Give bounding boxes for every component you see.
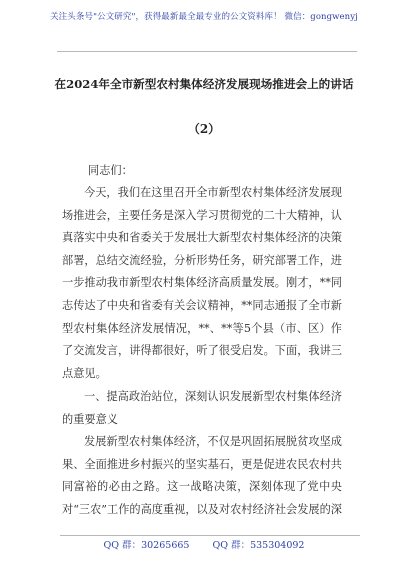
greeting: 同志们： <box>88 164 133 177</box>
document-title: 在2024年全市新型农村集体经济发展现场推进会上的讲话 <box>54 77 354 91</box>
header-banner: 关注头条号"公文研究"，获得最新最全最专业的公文资料库！ 微信：gongwenyj <box>50 12 358 22</box>
body-paragraph-2: 发展新型农村集体经济，不仅是巩固拓展脱贫攻坚成果、全面推进乡村振兴的坚实基石，更是促进农民农村共同富裕的必由之路。这一战略决策，深刻体现了党中央对“三农”工作的高度重视，以及对农村经济社会发展的深 <box>62 435 342 516</box>
header-divider <box>57 51 357 52</box>
document-subtitle: （2） <box>187 122 221 136</box>
body-paragraph-1: 今天，我们在这里召开全市新型农村集体经济发展现场推进会，主要任务是深入学习贯彻党的二十大精神，认真落实中央和省委关于发展壮大新型农村集体经济的决策部署，总结交流经验，分析形势任务，研究部署工作，进一步推动我市新型农村集体经济高质量发展。刚才，**同志传达了中央和省委有关会议精神，**同志通报了全市新型农村集体经济发展情况，**、**等5个县（市、区）作了交流发言，讲得都很好，听了很受启发。下面，我讲三点意见。 <box>62 186 342 380</box>
footer-qq-group-2: QQ 群：535304092 <box>212 540 305 551</box>
footer-divider <box>60 535 360 536</box>
footer-qq-group-1: QQ 群：30265665 <box>103 540 190 551</box>
section-heading-1: 一、提高政治站位，深刻认识发展新型农村集体经济的重要意义 <box>62 390 342 426</box>
footer <box>0 537 408 551</box>
